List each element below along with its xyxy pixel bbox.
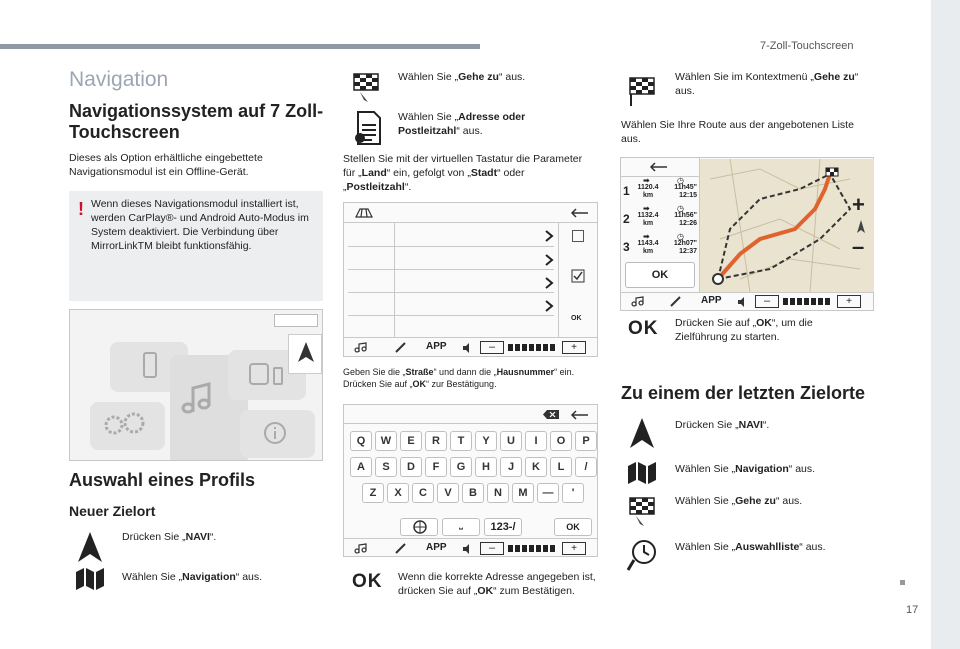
recent-step-navi: Drücken Sie „NAVI“. xyxy=(675,419,770,431)
ok-button[interactable]: OK xyxy=(571,315,582,322)
checkered-flag-icon xyxy=(626,494,660,528)
keyboard-key[interactable]: O xyxy=(550,431,572,451)
street-caption: Geben Sie die „Straße“ und dann die „Hausnummer“ ein. Drücken Sie auf „OK“ zur Bestätigung. xyxy=(343,367,575,389)
navigation-map-icon xyxy=(626,460,658,486)
backspace-icon[interactable] xyxy=(542,409,560,420)
back-icon[interactable] xyxy=(649,161,669,173)
keyboard-key[interactable]: M xyxy=(512,483,534,503)
checkered-flag-icon xyxy=(350,70,384,104)
route-arrow-icon: ➡ xyxy=(643,204,650,213)
chapter-header: 7-Zoll-Touchscreen xyxy=(760,40,854,52)
warning-icon: ! xyxy=(78,199,84,219)
route-arrow-icon: ➡ xyxy=(643,232,650,241)
chevron-right-icon[interactable] xyxy=(544,253,554,267)
keyboard-key[interactable]: R xyxy=(425,431,447,451)
keyboard-key[interactable]: A xyxy=(350,457,372,477)
info-icon xyxy=(262,420,288,446)
address-entry-screen xyxy=(343,202,598,357)
route-option[interactable] xyxy=(621,178,699,204)
checkbox-empty[interactable] xyxy=(572,230,584,242)
route-map[interactable] xyxy=(700,159,874,292)
heading-new-destination: Neuer Zielort xyxy=(69,503,156,519)
page-sidebar xyxy=(931,0,960,649)
warning-note xyxy=(69,191,323,301)
route-clock-icon: ◷ xyxy=(677,204,684,213)
back-icon[interactable] xyxy=(570,409,590,421)
heading-nav-system: Navigationssystem auf 7 Zoll-Touchscreen xyxy=(69,101,324,142)
volume-icon[interactable] xyxy=(462,343,474,353)
keyboard-key[interactable]: P xyxy=(575,431,597,451)
keyboard-key[interactable]: X xyxy=(387,483,409,503)
route-distance: 1143.4 km xyxy=(637,240,659,255)
phone-icon[interactable] xyxy=(394,342,408,354)
keyboard-key[interactable]: J xyxy=(500,457,522,477)
keyboard-key[interactable]: E xyxy=(400,431,422,451)
zoom-out-icon[interactable]: – xyxy=(852,234,865,259)
step-select-goto: Wählen Sie „Gehe zu“ aus. xyxy=(398,71,526,83)
route-arrow-icon: ➡ xyxy=(643,176,650,185)
app-button[interactable]: APP xyxy=(426,341,447,352)
route-choice-text: Wählen Sie Ihre Route aus der angebotenen Liste aus. xyxy=(621,119,854,145)
destination-flag-icon xyxy=(825,167,839,179)
keyboard-key[interactable]: Q xyxy=(350,431,372,451)
volume-down-button[interactable]: – xyxy=(480,542,504,555)
volume-down-button[interactable]: – xyxy=(480,341,504,354)
ok-symbol: OK xyxy=(352,571,383,592)
volume-level-bar xyxy=(783,298,831,305)
gears-icon xyxy=(100,410,150,440)
route-number: 3 xyxy=(623,240,630,254)
map-icon[interactable] xyxy=(354,207,374,219)
route-option[interactable] xyxy=(621,234,699,260)
volume-down-button[interactable]: – xyxy=(755,295,779,308)
car-connect-icon xyxy=(246,360,286,390)
route-distance: 1120.4 km xyxy=(637,184,659,199)
keyboard-key[interactable]: W xyxy=(375,431,397,451)
volume-up-button[interactable]: + xyxy=(562,542,586,555)
keyboard-key[interactable]: N xyxy=(487,483,509,503)
page-marker xyxy=(900,580,905,585)
globe-icon xyxy=(413,520,427,534)
intro-text: Dieses als Option erhältliche eingebettete Navigationsmodul ist ein Offline-Gerät. xyxy=(69,152,263,178)
space-key[interactable]: ⎵ xyxy=(442,518,480,536)
keyboard-key[interactable]: C xyxy=(412,483,434,503)
navigation-map-icon xyxy=(74,566,106,592)
volume-icon[interactable] xyxy=(462,544,474,554)
route-duration: 11h56" 12:26 xyxy=(674,212,697,227)
volume-icon[interactable] xyxy=(737,297,749,307)
route-number: 2 xyxy=(623,212,630,226)
keyboard-key[interactable]: — xyxy=(537,483,559,503)
keyboard-key[interactable]: V xyxy=(437,483,459,503)
page-number: 17 xyxy=(906,604,919,616)
keyboard-key[interactable]: L xyxy=(550,457,572,477)
volume-level-bar xyxy=(508,545,556,552)
music-note-icon[interactable] xyxy=(631,296,645,308)
music-note-icon xyxy=(176,380,216,420)
confirm-address-text: Wenn die korrekte Adresse angegeben ist, drücken Sie auf „OK“ zum Bestätigen. xyxy=(398,571,596,597)
volume-up-button[interactable]: + xyxy=(837,295,861,308)
start-guidance-text: Drücken Sie auf „OK“, um die Zielführung zu starten. xyxy=(675,317,813,343)
music-note-icon[interactable] xyxy=(354,543,368,555)
keyboard-instructions: Stellen Sie mit der virtuellen Tastatur die Parameter für „Land“ ein, gefolgt von „Stadt“ oder „Postleitzahl“. xyxy=(343,153,583,193)
smartphone-icon xyxy=(138,350,162,380)
numeric-key[interactable]: 123-/ xyxy=(484,518,522,536)
keyboard-key[interactable]: H xyxy=(475,457,497,477)
virtual-keyboard-screen xyxy=(343,404,598,557)
heading-profile: Auswahl eines Profils xyxy=(69,470,256,490)
chevron-right-icon[interactable] xyxy=(544,276,554,290)
route-clock-icon: ◷ xyxy=(677,232,684,241)
keyboard-ok-key[interactable]: OK xyxy=(554,518,592,536)
app-button[interactable]: APP xyxy=(426,542,447,553)
ok-symbol: OK xyxy=(628,318,659,339)
zoom-in-icon[interactable]: + xyxy=(852,192,865,217)
globe-key[interactable] xyxy=(400,518,438,536)
checkbox-checked-icon[interactable] xyxy=(571,269,585,283)
keyboard-key[interactable]: F xyxy=(425,457,447,477)
route-clock-icon: ◷ xyxy=(677,176,684,185)
app-button[interactable]: APP xyxy=(701,295,722,306)
address-book-icon xyxy=(352,110,384,146)
chevron-right-icon[interactable] xyxy=(544,299,554,313)
phone-icon[interactable] xyxy=(394,543,408,555)
navi-arrow-icon xyxy=(628,416,656,450)
warning-text: Wenn dieses Navigationsmodul installiert ist, werden CarPlay®- und Android Auto-Modus im System deaktiviert. Die Verbindung über MirrorLinkTM bleibt funktionsfähig. xyxy=(91,198,309,252)
keyboard-key[interactable]: B xyxy=(462,483,484,503)
checkered-flag-icon xyxy=(626,74,660,108)
keyboard-key[interactable]: K xyxy=(525,457,547,477)
history-clock-icon xyxy=(626,538,660,572)
route-distance: 1132.4 km xyxy=(637,212,659,227)
step-context-goto: Wählen Sie im Kontextmenü „Gehe zu“ aus. xyxy=(675,71,859,97)
route-number: 1 xyxy=(623,184,630,198)
step-select-address: Wählen Sie „Adresse oder Postleitzahl“ aus. xyxy=(398,111,526,137)
step-select-navigation: Wählen Sie „Navigation“ aus. xyxy=(122,571,263,583)
phone-icon[interactable] xyxy=(669,296,683,308)
keyboard-key[interactable]: Y xyxy=(475,431,497,451)
section-title: Navigation xyxy=(69,68,169,91)
keyboard-key[interactable]: / xyxy=(575,457,597,477)
keyboard-key[interactable]: U xyxy=(500,431,522,451)
keyboard-key[interactable]: D xyxy=(400,457,422,477)
navi-arrow-icon xyxy=(296,340,316,366)
top-rule xyxy=(0,44,480,49)
heading-recent-destinations: Zu einem der letzten Zielorte xyxy=(621,383,866,403)
keyboard-key[interactable]: Z xyxy=(362,483,384,503)
recent-step-selection-list: Wählen Sie „Auswahlliste“ aus. xyxy=(675,541,826,553)
chevron-right-icon[interactable] xyxy=(544,229,554,243)
route-duration: 12h07" 12:37 xyxy=(673,240,697,255)
route-map-drawing xyxy=(700,159,874,292)
back-icon[interactable] xyxy=(570,207,590,219)
keyboard-key[interactable]: G xyxy=(450,457,472,477)
keyboard-key[interactable]: S xyxy=(375,457,397,477)
keyboard-key[interactable]: T xyxy=(450,431,472,451)
step-press-navi: Drücken Sie „NAVI“. xyxy=(122,531,217,543)
navi-arrow-icon xyxy=(76,530,104,564)
recent-step-goto: Wählen Sie „Gehe zu“ aus. xyxy=(675,495,803,507)
home-screen-illustration xyxy=(69,309,323,461)
music-note-icon[interactable] xyxy=(354,342,368,354)
route-option[interactable] xyxy=(621,206,699,232)
keyboard-key[interactable]: I xyxy=(525,431,547,451)
recent-step-navigation: Wählen Sie „Navigation“ aus. xyxy=(675,463,816,475)
route-duration: 11h45" 12:15 xyxy=(674,184,697,199)
volume-level-bar xyxy=(508,344,556,351)
volume-up-button[interactable]: + xyxy=(562,341,586,354)
compass-icon[interactable] xyxy=(855,219,867,235)
route-ok-button[interactable]: OK xyxy=(625,262,695,288)
keyboard-key[interactable]: ' xyxy=(562,483,584,503)
